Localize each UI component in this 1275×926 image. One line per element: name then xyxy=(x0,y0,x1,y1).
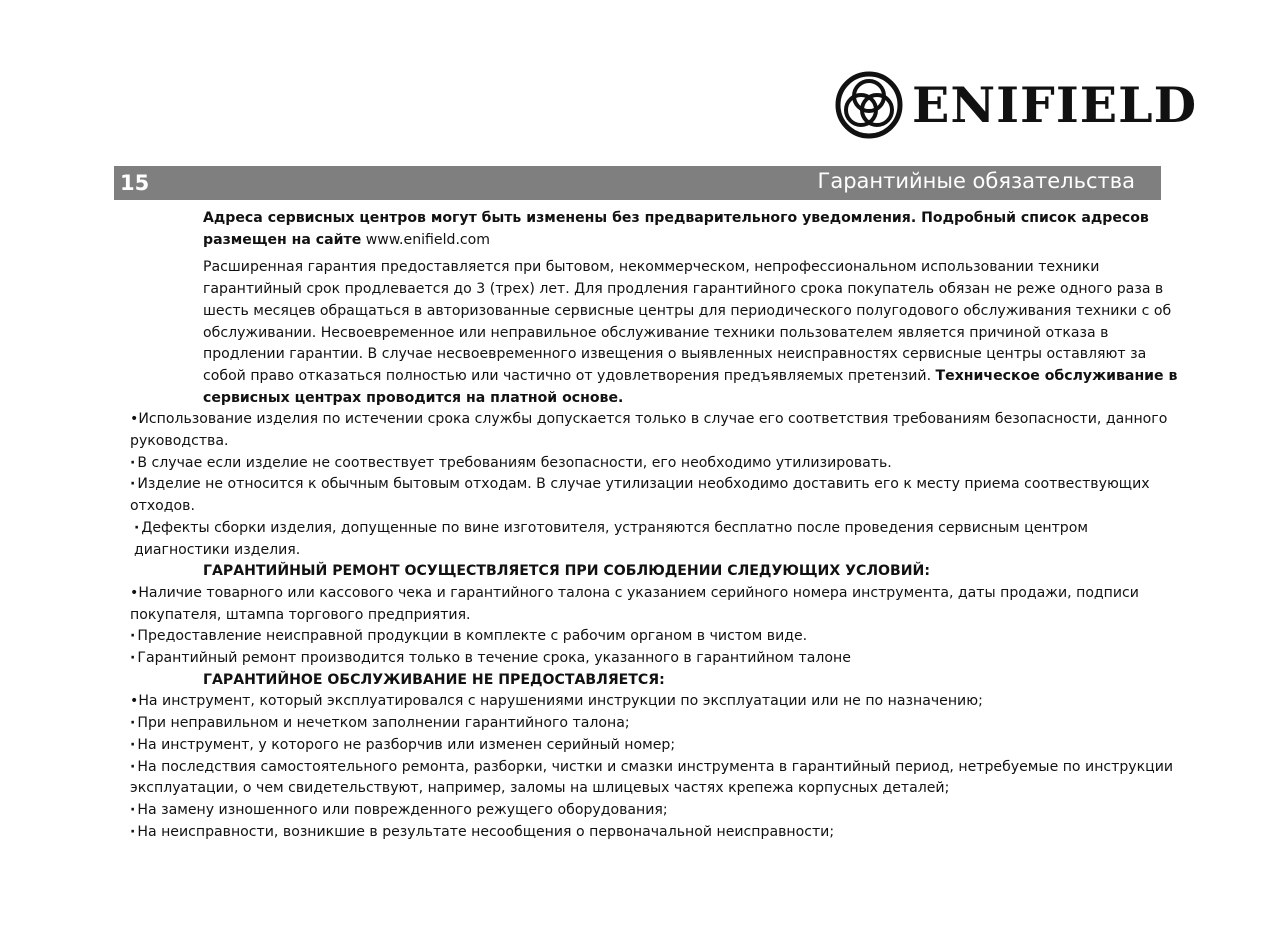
list-item: · Дефекты сборки изделия, допущенные по вине изготовителя, устраняются бесплатно после проведения сервисным центром диагностики изделия. xyxy=(130,518,1180,561)
list-item: · На инструмент, у которого не разборчив или изменен серийный номер; xyxy=(130,735,1180,757)
list-item: · Предоставление неисправной продукции в комплекте с рабочим органом в чистом виде. xyxy=(130,626,1180,648)
exclusions-heading: ГАРАНТИЙНОЕ ОБСЛУЖИВАНИЕ НЕ ПРЕДОСТАВЛЯЕТСЯ: xyxy=(203,671,665,688)
trinity-knot-icon xyxy=(834,70,904,140)
service-centers-notice xyxy=(130,208,1180,251)
list-item: · На последствия самостоятельного ремонта, разборки, чистки и смазки инструмента в гарантийный период, нетребуемые по инструкции эксплуатации, о чем свидетельствуют, например, заломы на шлицевых частях крепежа корпусных деталей; xyxy=(130,757,1180,800)
extended-warranty-paragraph xyxy=(130,257,1180,409)
list-item: • На инструмент, который эксплуатировался с нарушениями инструкции по эксплуатации или не по назначению; xyxy=(130,691,1180,713)
brand-name: ENIFIELD xyxy=(912,75,1198,134)
list-item: • Наличие товарного или кассового чека и гарантийного талона с указанием серийного номера инструмента, даты продажи, подписи покупателя, штампа торгового предприятия. xyxy=(130,583,1180,626)
brand-logo xyxy=(834,70,1197,140)
page-header-bar xyxy=(114,166,1161,200)
extended-warranty-text: Расширенная гарантия предоставляется при бытовом, некоммерческом, непрофессиональном использовании техники гарантийный срок продлевается до 3 (трех) лет. Для продления гарантийного срока покупатель обязан не реже одного раза в шесть месяцев обращаться в авторизованные сервисные центры для периодического полугодового обслуживания техники с об обслуживании. Несвоевременное или неправильное обслуживание техники пользователем является причиной отказа в продлении гарантии. В случае несвоевременного извещения о выявленных неисправностях сервисные центры оставляют за собой право отказаться полностью или частично от удовлетворения предъявляемых претензий. xyxy=(203,259,1172,384)
website-url: www.enifield.com xyxy=(361,231,491,248)
list-item: · В случае если изделие не соотвествует требованиям безопасности, его необходимо утилизировать. xyxy=(130,453,1180,475)
list-item: · При неправильном и нечетком заполнении гарантийного талона; xyxy=(130,713,1180,735)
list-item: · Изделие не относится к обычным бытовым отходам. В случае утилизации необходимо доставить его к месту приема соотвествующих отходов. xyxy=(130,474,1180,517)
notice-bold-text: Адреса сервисных центров могут быть изменены без предварительного уведомления. Подробный список адресов размещен на сайте xyxy=(203,210,1149,248)
list-item: · Гарантийный ремонт производится только в течение срока, указанного в гарантийном талоне xyxy=(130,648,1180,670)
list-item: · На замену изношенного или поврежденного режущего оборудования; xyxy=(130,800,1180,822)
list-item: • Использование изделия по истечении срока службы допускается только в случае его соответствия требованиям безопасности, данного руководства. xyxy=(130,409,1180,452)
document-body xyxy=(130,208,1180,843)
extended-warranty-bold: Техническое обслуживание в сервисных центрах проводится на платной основе. xyxy=(203,367,1178,406)
list-item: · На неисправности, возникшие в результате несообщения о первоначальной неисправности; xyxy=(130,822,1180,844)
page-number: 15 xyxy=(120,171,150,195)
conditions-heading: ГАРАНТИЙНЫЙ РЕМОНТ ОСУЩЕСТВЛЯЕТСЯ ПРИ СОБЛЮДЕНИИ СЛЕДУЮЩИХ УСЛОВИЙ: xyxy=(203,563,930,580)
section-title: Гарантийные обязательства xyxy=(817,169,1135,193)
